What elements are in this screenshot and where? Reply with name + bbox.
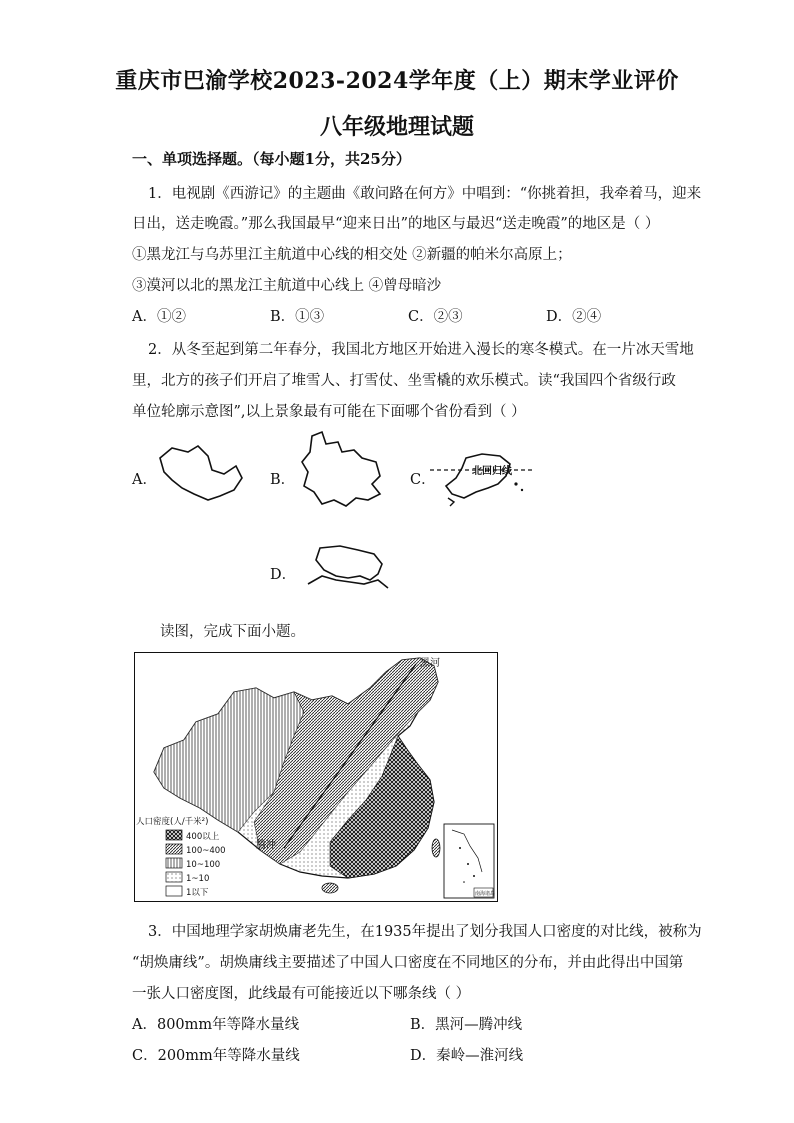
q3-option-d: D．秦岭—淮河线 bbox=[410, 1048, 524, 1064]
heihe-label: 黑河 bbox=[420, 658, 440, 669]
q3-line-3: 一张人口密度图，此线最有可能接近以下哪条线（ ） bbox=[132, 986, 471, 1002]
legend-swatch-400 bbox=[166, 830, 182, 840]
legend-item-2: 100~400 bbox=[186, 846, 226, 856]
q1-line-3: ①黑龙江与乌苏里江主航道中心线的相交处 ②新疆的帕米尔高原上； bbox=[132, 247, 572, 263]
q3-line-2: “胡焕庸线”。胡焕庸线主要描述了中国人口密度在不同地区的分布，并由此得出中国第 bbox=[132, 955, 684, 971]
legend-item-4: 1~10 bbox=[186, 874, 210, 884]
q1-option-c: C．②③ bbox=[408, 309, 463, 325]
tropic-of-cancer-label: 北回归线 bbox=[472, 466, 512, 477]
province-outline-d bbox=[300, 540, 400, 600]
legend-item-1: 400以上 bbox=[186, 832, 220, 842]
q3-line-1: 3．中国地理学家胡焕庸老先生，在1935年提出了划分我国人口密度的对比线，被称为 bbox=[148, 924, 702, 940]
q2-option-b-label: B． bbox=[270, 472, 296, 488]
q2-line-1: 2．从冬至起到第二年春分，我国北方地区开始进入漫长的寒冬模式。在一片冰天雪地 bbox=[148, 342, 694, 358]
q2-line-3: 单位轮廓示意图”,以上景象最有可能在下面哪个省份看到（ ） bbox=[132, 404, 526, 420]
legend-title: 人口密度(人/千米²) bbox=[136, 817, 209, 827]
exam-subtitle: 八年级地理试题 bbox=[319, 114, 474, 140]
q1-line-1: 1．电视剧《西游记》的主题曲《敢问路在何方》中唱到：“你挑着担，我牵着马，迎来 bbox=[148, 186, 702, 202]
legend-swatch-below-1 bbox=[166, 886, 182, 896]
q3-option-a: A．800mm年等降水量线 bbox=[132, 1017, 300, 1033]
legend-item-5: 1以下 bbox=[186, 888, 209, 898]
legend-item-3: 10~100 bbox=[186, 860, 221, 870]
q1-option-d: D．②④ bbox=[546, 309, 602, 325]
q1-option-a: A．①② bbox=[132, 309, 186, 325]
q2-option-c-label: C． bbox=[410, 472, 436, 488]
legend-swatch-10-100 bbox=[166, 858, 182, 868]
q1-line-2: 日出，送走晚霞。”那么我国最早“迎来日出”的地区与最迟“送走晚霞”的地区是（ ） bbox=[132, 216, 660, 232]
read-prompt: 读图，完成下面小题。 bbox=[160, 624, 305, 640]
q2-option-d-label: D． bbox=[270, 567, 297, 583]
province-outline-b bbox=[292, 428, 392, 513]
section-heading: 一、单项选择题。（每小题1分，共25分） bbox=[132, 150, 411, 168]
legend-swatch-100-400 bbox=[166, 844, 182, 854]
tengchong-label: 腾冲 bbox=[256, 840, 276, 851]
q1-option-b: B．①③ bbox=[270, 309, 325, 325]
inset-label: 南海诸岛 bbox=[475, 891, 496, 897]
q1-line-4: ③漠河以北的黑龙江主航道中心线上 ④曾母暗沙 bbox=[132, 278, 442, 294]
q3-option-c: C．200mm年等降水量线 bbox=[132, 1048, 300, 1064]
province-outline-c bbox=[428, 448, 538, 510]
exam-title: 重庆市巴渝学校2023-2024学年度（上）期末学业评价 bbox=[115, 68, 679, 94]
q3-option-b: B．黑河—腾冲线 bbox=[410, 1017, 523, 1033]
q2-option-a-label: A． bbox=[132, 472, 157, 488]
province-outline-a bbox=[150, 438, 250, 508]
south-china-sea-inset bbox=[444, 824, 494, 898]
q2-line-2: 里，北方的孩子们开启了堆雪人、打雪仗、坐雪橇的欢乐模式。读“我国四个省级行政 bbox=[132, 373, 676, 389]
legend-swatch-1-10 bbox=[166, 872, 182, 882]
population-density-map bbox=[134, 652, 498, 902]
